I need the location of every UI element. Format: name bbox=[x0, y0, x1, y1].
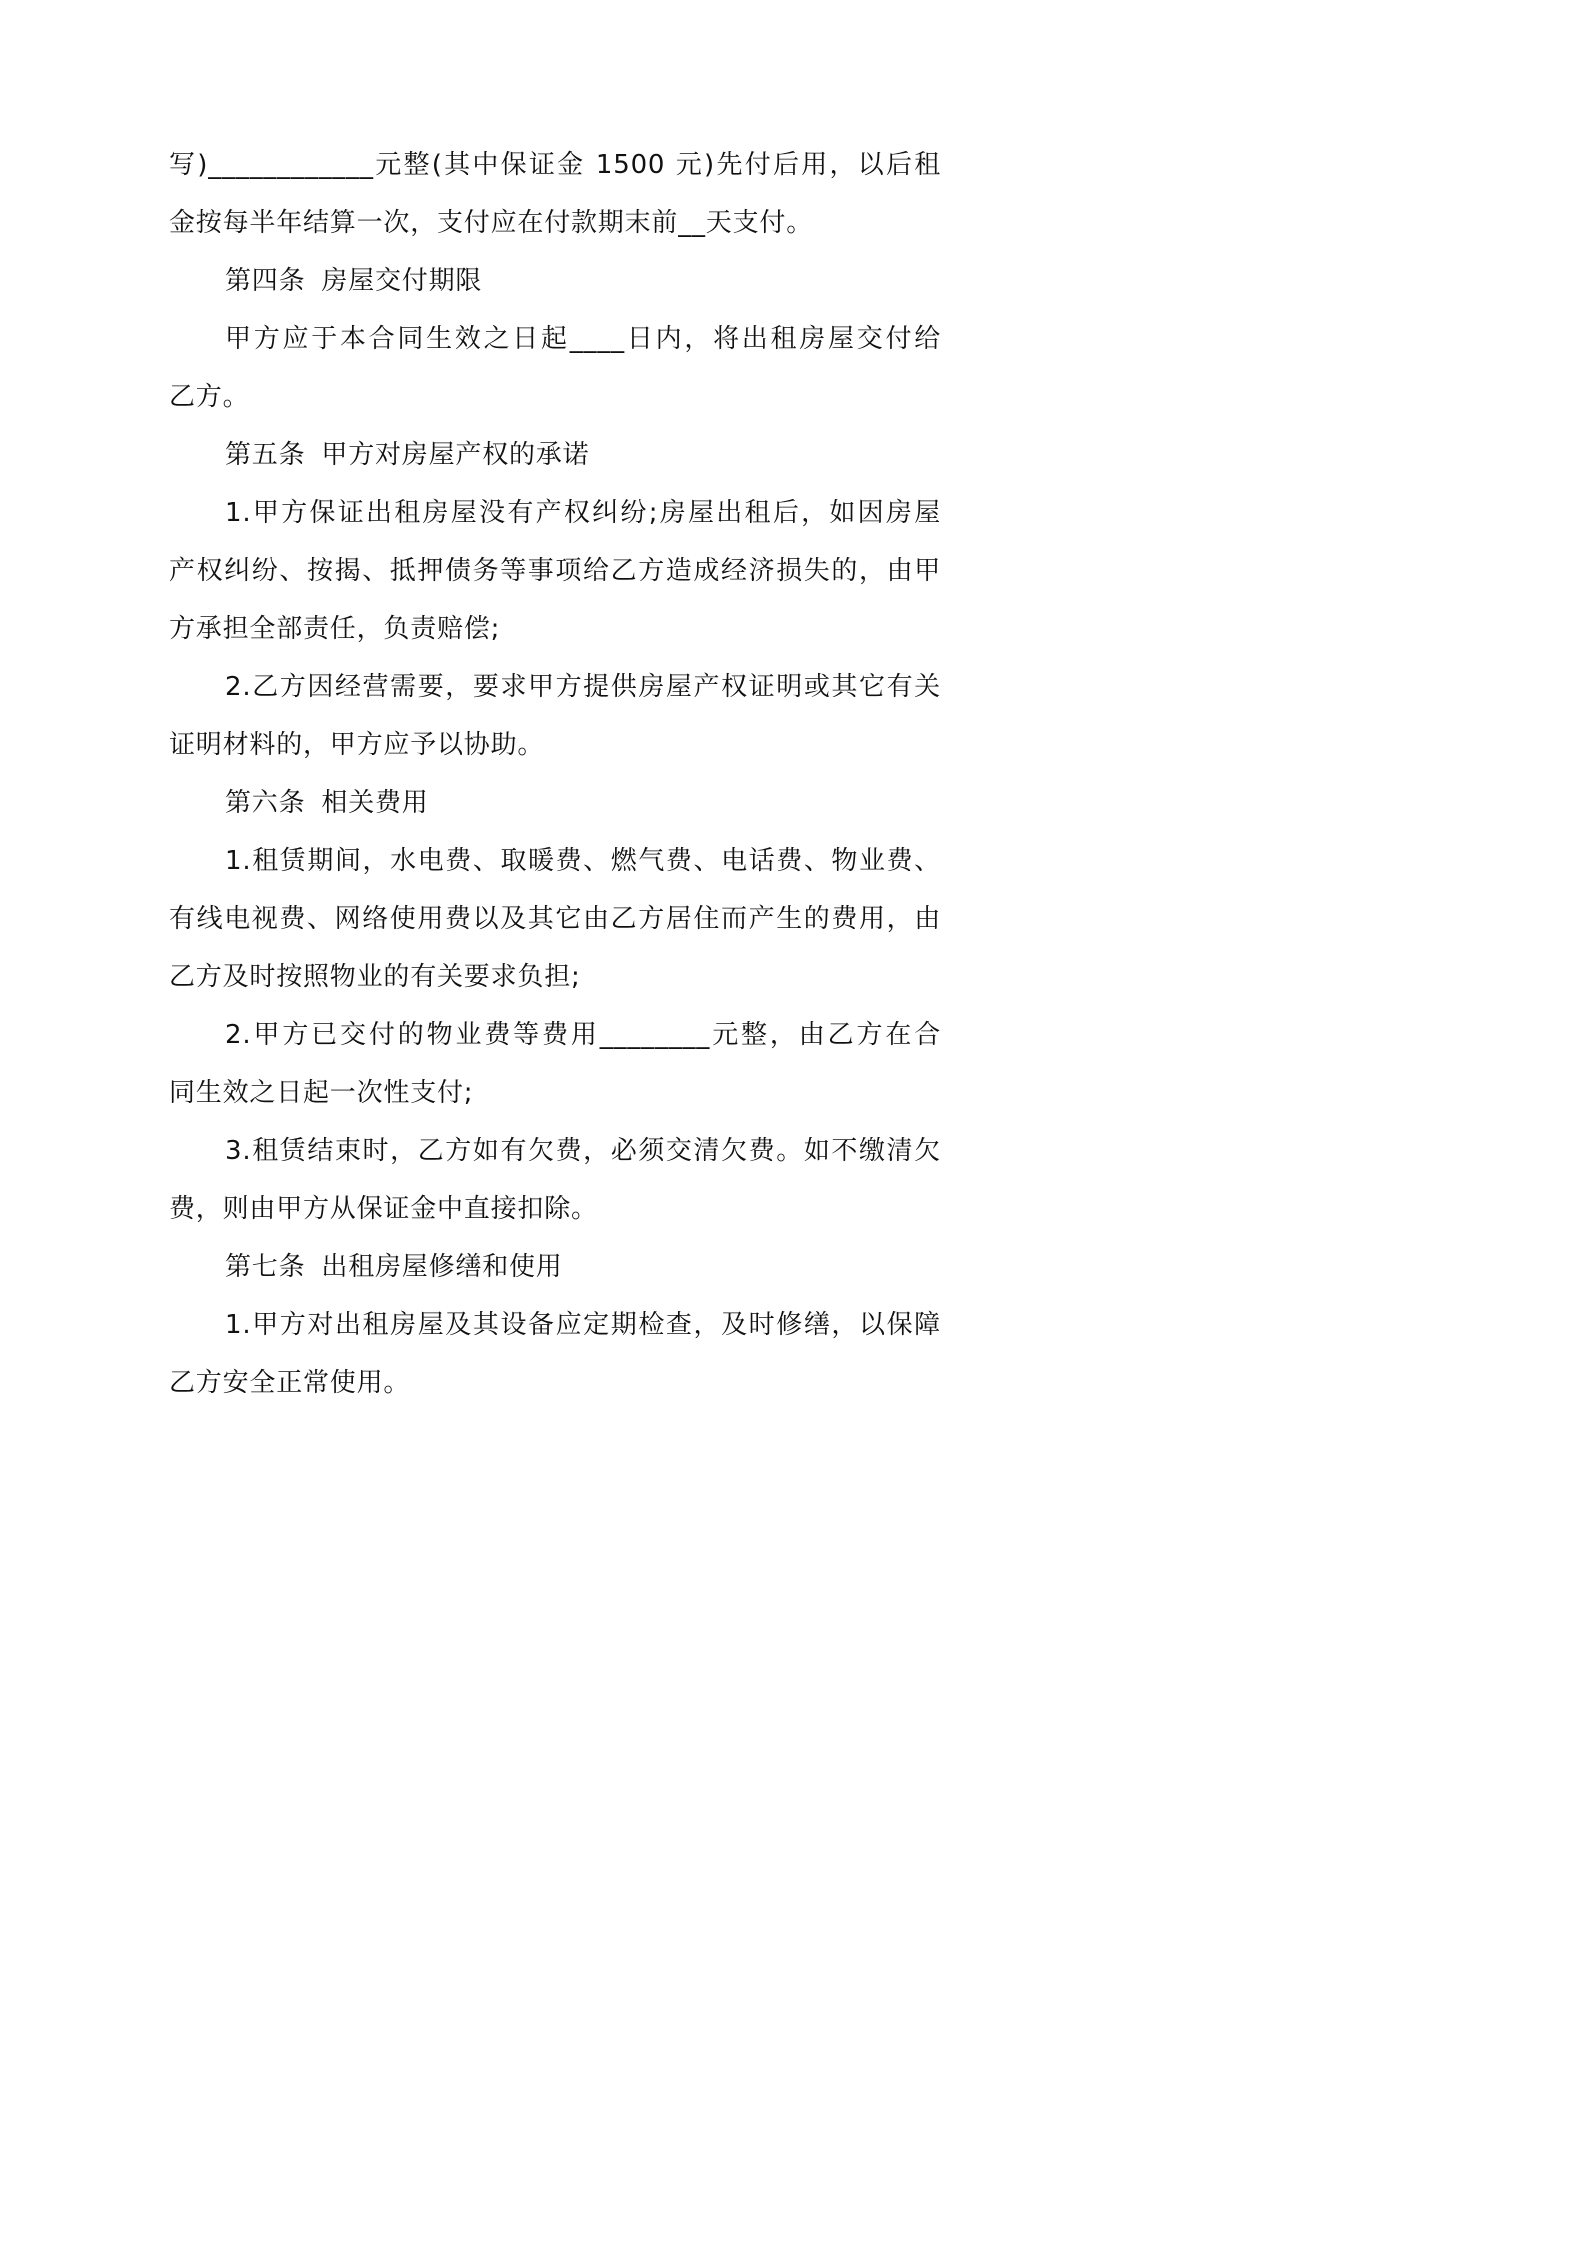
article-heading-7 bbox=[169, 1238, 941, 1296]
text-line: 写)____________元整(其中保证金 1500 元)先付后用，以后租 bbox=[169, 150, 941, 180]
text-line: 有线电视费、网络使用费以及其它由乙方居住而产生的费用，由 bbox=[169, 904, 941, 934]
article-number: 第四条 bbox=[225, 266, 306, 296]
article-number: 第六条 bbox=[225, 788, 306, 818]
article-heading-6 bbox=[169, 774, 941, 832]
text-line: 证明材料的，甲方应予以协助。 bbox=[169, 730, 545, 760]
text-line: 1.甲方对出租房屋及其设备应定期检查，及时修缮，以保障 bbox=[225, 1310, 941, 1340]
article-number: 第五条 bbox=[225, 440, 306, 470]
article-title: 出租房屋修缮和使用 bbox=[321, 1252, 563, 1282]
text-line: 3.租赁结束时，乙方如有欠费，必须交清欠费。如不缴清欠 bbox=[225, 1136, 941, 1166]
article-number: 第七条 bbox=[225, 1252, 306, 1282]
article-title: 相关费用 bbox=[321, 788, 429, 818]
article-title: 甲方对房屋产权的承诺 bbox=[321, 440, 590, 470]
text-line: 1.甲方保证出租房屋没有产权纠纷;房屋出租后，如因房屋 bbox=[225, 498, 941, 528]
text-line: 方承担全部责任，负责赔偿; bbox=[169, 614, 501, 644]
document-page bbox=[0, 0, 1100, 1556]
text-line: 乙方安全正常使用。 bbox=[169, 1368, 411, 1398]
text-line: 费，则由甲方从保证金中直接扣除。 bbox=[169, 1194, 598, 1224]
text-line: 2.甲方已交付的物业费等费用________元整，由乙方在合 bbox=[225, 1020, 941, 1050]
article-heading-5 bbox=[169, 426, 941, 484]
text-line: 2.乙方因经营需要，要求甲方提供房屋产权证明或其它有关 bbox=[225, 672, 941, 702]
text-line: 1.租赁期间，水电费、取暖费、燃气费、电话费、物业费、 bbox=[225, 846, 941, 876]
document-body bbox=[169, 136, 941, 1412]
article-heading-4 bbox=[169, 252, 941, 310]
text-line: 乙方及时按照物业的有关要求负担; bbox=[169, 962, 581, 992]
text-line: 金按每半年结算一次，支付应在付款期末前__天支付。 bbox=[169, 208, 814, 238]
text-line: 同生效之日起一次性支付; bbox=[169, 1078, 474, 1108]
text-line: 乙方。 bbox=[169, 382, 250, 412]
text-line: 产权纠纷、按揭、抵押债务等事项给乙方造成经济损失的，由甲 bbox=[169, 556, 941, 586]
text-line: 甲方应于本合同生效之日起____日内，将出租房屋交付给 bbox=[225, 324, 941, 354]
article-title: 房屋交付期限 bbox=[321, 266, 483, 296]
